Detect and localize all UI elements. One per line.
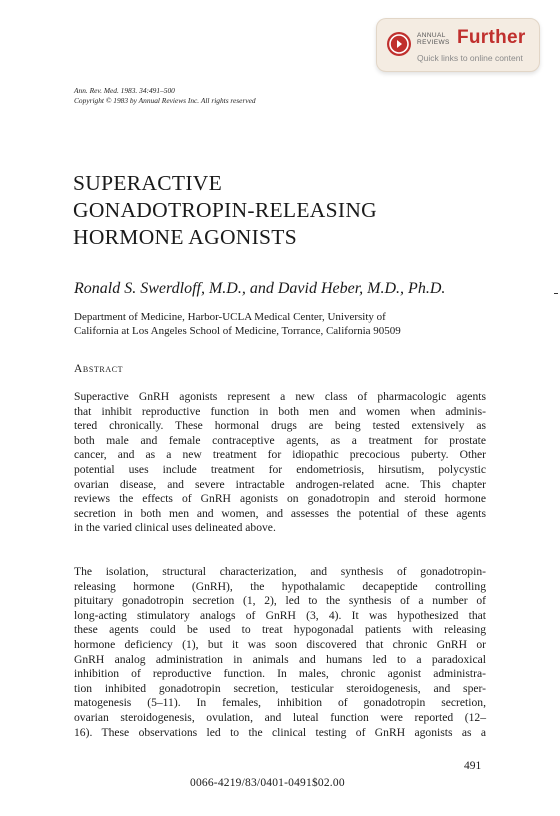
- body-line: matogenesis (5–11). In females, inhibition of gonadotropin secretion,: [74, 696, 486, 710]
- title-line: SUPERACTIVE: [73, 171, 223, 195]
- abstract-line: tered chronically. These hormonal drugs are being tested extensively as: [74, 419, 486, 433]
- abstract-line: secretion in both men and women, and assesses the potential of these agents: [74, 506, 486, 520]
- body-line: 16). These observations led to the clinical testing of GnRH agonists as a: [74, 725, 486, 739]
- body-line: long-acting stimulatory analogs of GnRH (3, 4). It was hypothesized that: [74, 608, 486, 622]
- edge-mark: [554, 293, 558, 294]
- article-title: [73, 170, 377, 251]
- body-line: releasing hormone (GnRH), the hypothalamic decapeptide controlling: [74, 579, 486, 593]
- abstract-line: reviews the effects of GnRH agonists on gonadotropin and steroid hormone: [74, 492, 486, 506]
- abstract-line: ovarian disease, and severe intractable androgen-related acne. This chapter: [74, 477, 486, 491]
- body-line: ovarian steroidogenesis, ovulation, and luteal function were reported (12–: [74, 710, 486, 724]
- abstract-text: [74, 390, 486, 536]
- body-line: tion inhibited gonadotropin secretion, testicular steroidogenesis, and sper-: [74, 681, 486, 695]
- body-line: hormone deficiency (1), but it was soon discovered that chronic GnRH or: [74, 637, 486, 651]
- abstract-line: in the varied clinical uses delineated above.: [74, 521, 276, 535]
- page-number: 491: [464, 760, 482, 772]
- abstract-line: both male and female contraceptive agents, as a treatment for prostate: [74, 433, 486, 447]
- affiliation: [74, 310, 401, 338]
- body-line: these agents could be used to treat hypogonadal patients with releasing: [74, 623, 486, 637]
- body-line: The isolation, structural characterization, and synthesis of gonadotropin-: [74, 565, 486, 578]
- citation-line: Ann. Rev. Med. 1983. 34:491–500: [74, 86, 175, 95]
- title-line: HORMONE AGONISTS: [73, 225, 297, 249]
- abstract-line: that inhibit reproductive function in both men and women when adminis-: [74, 404, 486, 418]
- further-small-label: ANNUAL REVIEWS: [417, 32, 450, 46]
- copyright-line: Copyright © 1983 by Annual Reviews Inc. All rights reserved: [74, 96, 256, 105]
- abstract-line: cancer, and as a new treatment for idiopathic precocious puberty. Other: [74, 448, 486, 462]
- title-line: GONADOTROPIN-RELEASING: [73, 198, 377, 222]
- further-subtitle: Quick links to online content: [417, 53, 523, 63]
- authors: Ronald S. Swerdloff, M.D., and David Heber, M.D., Ph.D.: [74, 280, 446, 297]
- play-arrow-icon: [387, 32, 411, 56]
- affiliation-line: California at Los Angeles School of Medicine, Torrance, California 90509: [74, 325, 401, 337]
- abstract-heading: Abstract: [74, 363, 124, 375]
- citation: [74, 86, 256, 106]
- body-line: inhibition of reproductive function. In males, chronic agonist administra-: [74, 667, 486, 681]
- body-line: pituitary gonadotropin secretion (1, 2), led to the synthesis of a number of: [74, 594, 486, 608]
- abstract-line: potential uses include treatment for endometriosis, hirsutism, polycystic: [74, 462, 486, 476]
- footer-code: 0066-4219/83/0401-0491$02.00: [190, 777, 345, 789]
- body-line: GnRH analog administration in animals and humans led to a paradoxical: [74, 652, 486, 666]
- affiliation-line: Department of Medicine, Harbor-UCLA Medical Center, University of: [74, 311, 386, 323]
- further-big-label: Further: [457, 27, 526, 48]
- abstract-line: Superactive GnRH agonists represent a new class of pharmacologic agents: [74, 390, 486, 403]
- body-text: [74, 565, 486, 740]
- further-banner[interactable]: [376, 18, 540, 72]
